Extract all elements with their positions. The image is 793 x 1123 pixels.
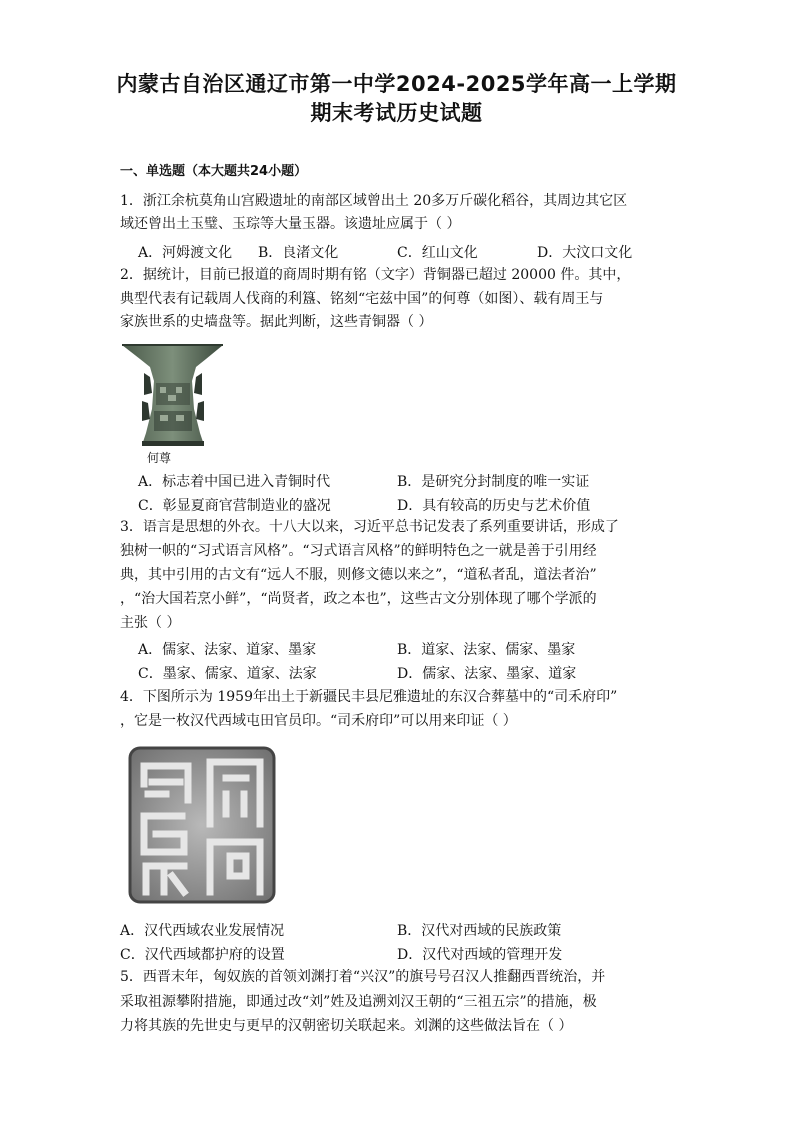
- q3-text-line-1: 3．语言是思想的外衣。十八大以来，习近平总书记发表了系列重要讲话，形成了: [120, 519, 619, 535]
- q4-option-c: C．汉代西域都护府的设置: [120, 947, 285, 963]
- q3-option-a: A．儒家、法家、道家、墨家: [138, 642, 317, 658]
- q3-text-line-4: ，“治大国若烹小鲜”，“尚贤者，政之本也”，这些古文分别体现了哪个学派的: [120, 591, 597, 607]
- q1-option-a: A．河姆渡文化: [138, 245, 233, 261]
- q3-option-b: B．道家、法家、儒家、墨家: [397, 642, 576, 658]
- q2-option-a: A．标志着中国已进入青铜时代: [138, 474, 331, 490]
- page-title-line-2: 期末考试历史试题: [310, 101, 483, 125]
- q2-option-c: C．彰显夏商官营制造业的盛况: [138, 498, 331, 514]
- q3-text-line-2: 独树一帜的“习式语言风格”。“习式语言风格”的鲜明特色之一就是善于引用经: [120, 543, 597, 559]
- he-zun-caption: 何尊: [147, 451, 172, 465]
- q2-option-d: D．具有较高的历史与艺术价值: [397, 498, 591, 514]
- q4-option-b: B．汉代对西域的民族政策: [397, 923, 562, 939]
- q3-text-line-5: 主张（ ）: [120, 615, 181, 631]
- q1-option-d: D．大汶口文化: [537, 245, 633, 261]
- q4-option-a: A．汉代西域农业发展情况: [120, 923, 285, 939]
- sihe-seal-image: [126, 744, 278, 906]
- q1-option-b: B．良渚文化: [258, 245, 339, 261]
- q3-text-line-3: 典，其中引用的古文有“远人不服，则修文德以来之”，“道私者乱，道法者治”: [120, 567, 597, 583]
- q4-text-line-2: ，它是一枚汉代西域屯田官员印。“司禾府印”可以用来印证（ ）: [120, 713, 517, 729]
- he-zun-bronze-image: [120, 337, 225, 452]
- q5-text-line-2: 采取祖源攀附措施，即通过改“刘”姓及追溯刘汉王朝的“三祖五宗”的措施，极: [120, 994, 597, 1010]
- q2-option-b: B．是研究分封制度的唯一实证: [397, 474, 590, 490]
- q4-text-line-1: 4．下图所示为 1959年出土于新疆民丰县尼雅遗址的东汉合葬墓中的“司禾府印”: [120, 689, 618, 705]
- page-title-line-1: 内蒙古自治区通辽市第一中学2024-2025学年高一上学期: [116, 72, 677, 96]
- q1-text-line-1: 1．浙江余杭莫角山宫殿遗址的南部区域曾出土 20多万斤碳化稻谷，其周边其它区: [120, 193, 628, 209]
- q2-text-line-2: 典型代表有记载周人伐商的利簋、铭刻“宅兹中国”的何尊（如图）、载有周王与: [120, 291, 604, 307]
- q4-option-d: D．汉代对西域的管理开发: [397, 947, 563, 963]
- q1-option-c: C．红山文化: [397, 245, 478, 261]
- q2-text-line-1: 2．据统计，目前已报道的商周时期有铭（文字）背铜器已超过 20000 件。其中，: [120, 267, 631, 283]
- q3-option-c: C．墨家、儒家、道家、法家: [138, 666, 317, 682]
- q2-text-line-3: 家族世系的史墙盘等。据此判断，这些青铜器（ ）: [120, 314, 433, 330]
- q3-option-d: D．儒家、法家、墨家、道家: [397, 666, 577, 682]
- q5-text-line-1: 5．西晋末年，匈奴族的首领刘渊打着“兴汉”的旗号号召汉人推翻西晋统治，并: [120, 969, 606, 985]
- q5-text-line-3: 力将其族的先世史与更早的汉朝密切关联起来。刘渊的这些做法旨在（ ）: [120, 1018, 573, 1034]
- section-heading: 一、单选题（本大题共24小题）: [120, 164, 308, 179]
- q1-text-line-2: 域还曾出土玉璧、玉琮等大量玉器。该遗址应属于（ ）: [120, 216, 461, 232]
